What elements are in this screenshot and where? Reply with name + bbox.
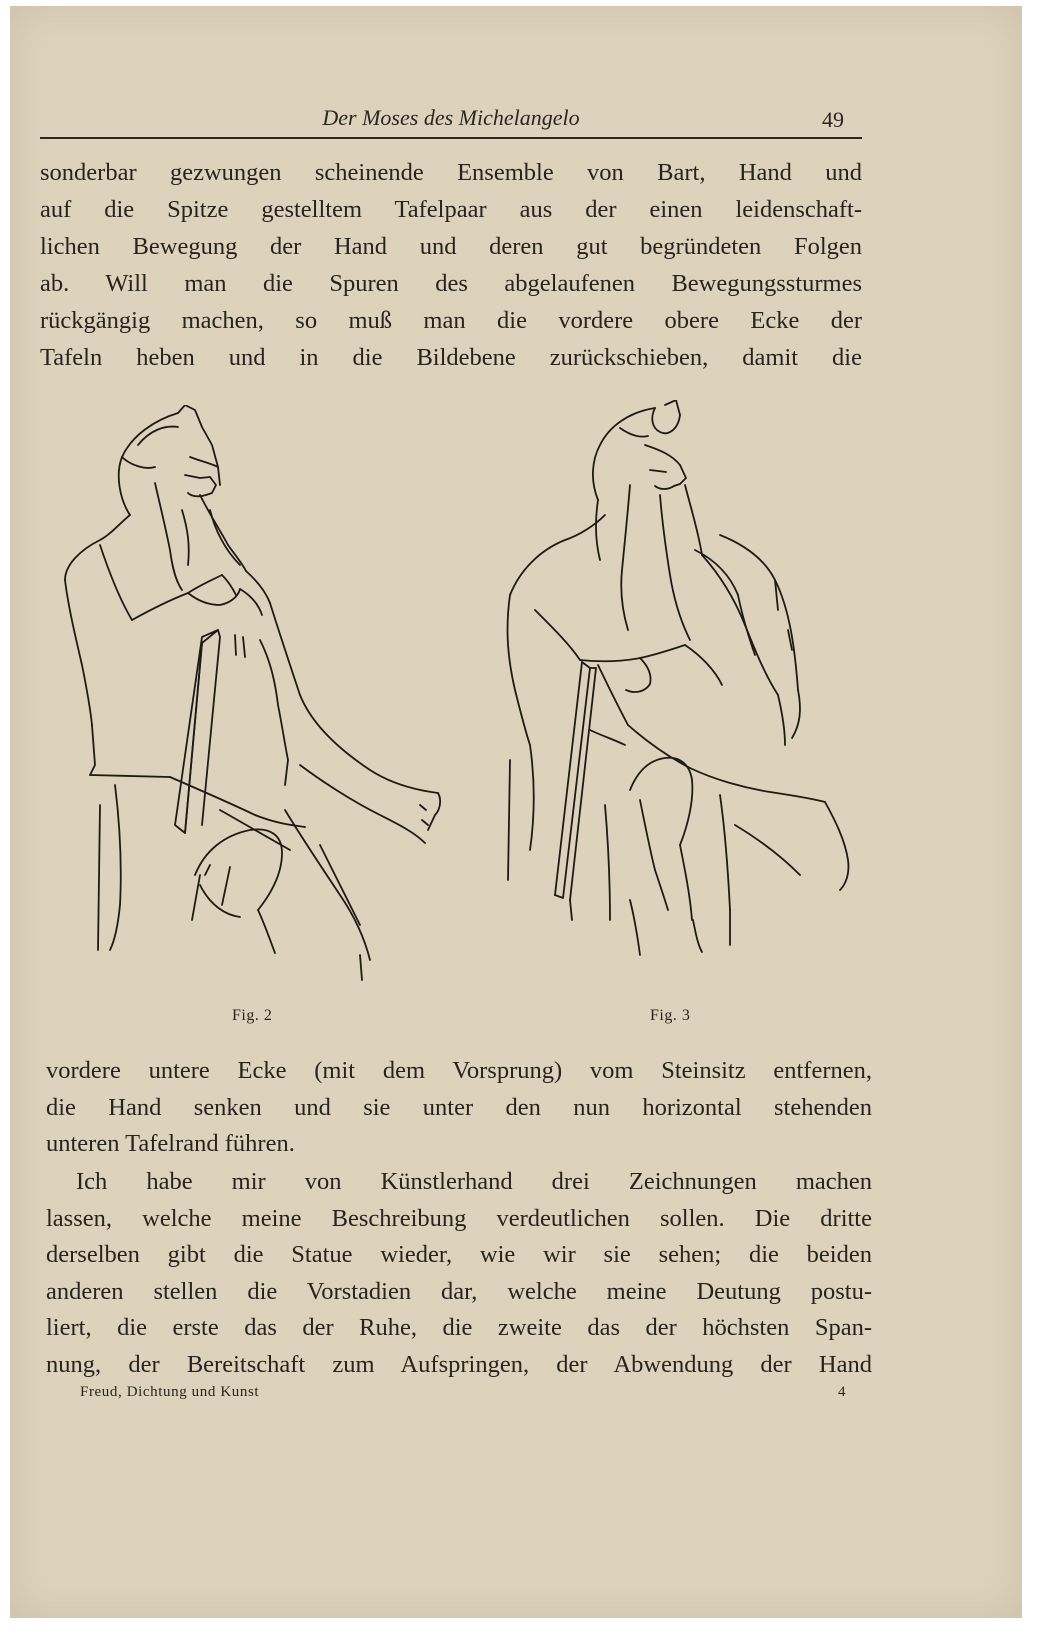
- figure-3-drawing: [480, 400, 880, 990]
- text-line: lichen Bewegung der Hand und deren gut begründeten Folgen: [40, 233, 862, 260]
- page-header: [40, 103, 862, 139]
- text-line: Tafeln heben und in die Bildebene zurückschieben, damit die: [40, 344, 862, 371]
- text-line: liert, die erste das der Ruhe, die zweite das der höchsten Span-: [46, 1314, 872, 1341]
- paragraph-1: [40, 154, 862, 376]
- text-line: ab. Will man die Spuren des abgelaufenen Bewegungssturmes: [40, 270, 862, 297]
- signature-mark: 4: [838, 1384, 846, 1400]
- figure-2-caption: Fig. 2: [232, 1007, 273, 1024]
- text-line: lassen, welche meine Beschreibung verdeutlichen sollen. Die dritte: [46, 1204, 872, 1232]
- text-line: rückgängig machen, so muß man die vordere obere Ecke der: [40, 307, 862, 334]
- paragraph-3: [46, 1164, 872, 1383]
- figure-3-caption: Fig. 3: [650, 1007, 691, 1024]
- text-line: Ich habe mir von Künstlerhand drei Zeichnungen machen: [76, 1168, 872, 1195]
- text-line: sonderbar gezwungen scheinende Ensemble von Bart, Hand und: [40, 159, 862, 186]
- text-line: nung, der Bereitschaft zum Aufspringen, der Abwendung der Hand: [46, 1350, 872, 1378]
- text-line: die Hand senken und sie unter den nun horizontal stehenden: [46, 1093, 872, 1121]
- page-number: 49: [822, 107, 844, 132]
- text-line: derselben gibt die Statue wieder, wie wir sie sehen; die beiden: [46, 1241, 872, 1268]
- figure-2-drawing: [60, 405, 460, 990]
- footer-source: Freud, Dichtung und Kunst: [80, 1384, 260, 1400]
- text-line: anderen stellen die Vorstadien dar, welche meine Deutung postu-: [46, 1277, 872, 1305]
- text-line: unteren Tafelrand führen.: [46, 1130, 295, 1157]
- running-title: Der Moses des Michelangelo: [322, 105, 580, 130]
- paragraph-2: [46, 1053, 872, 1163]
- text-line: auf die Spitze gestelltem Tafelpaar aus der einen leidenschaft-: [40, 196, 862, 223]
- text-line: vordere untere Ecke (mit dem Vorsprung) vom Steinsitz entfernen,: [46, 1057, 872, 1084]
